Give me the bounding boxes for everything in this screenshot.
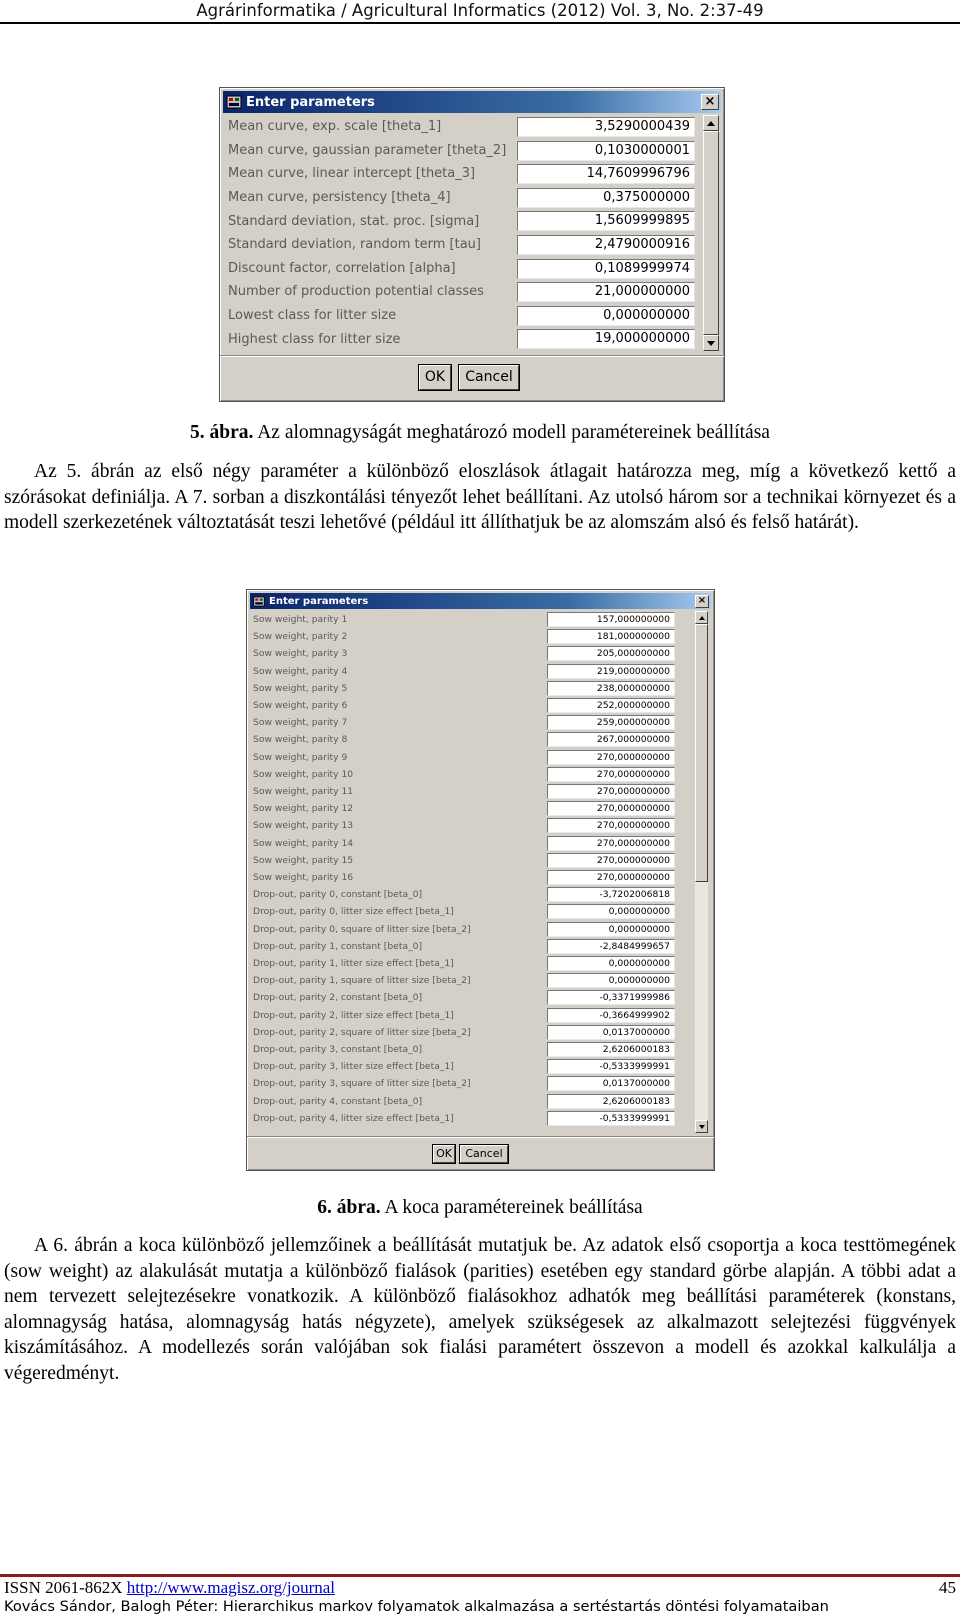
parameter-value-field[interactable]: 0,375000000 xyxy=(517,188,695,208)
parameter-value-field[interactable]: -0,3371999986 xyxy=(547,990,675,1005)
parameter-row xyxy=(250,628,693,645)
parameter-label: Drop-out, parity 1, square of litter size [beta_2] xyxy=(253,975,471,987)
arrow-down-icon xyxy=(699,1125,705,1129)
page-number: 45 xyxy=(939,1578,956,1597)
parameter-label: Sow weight, parity 9 xyxy=(253,751,348,763)
vertical-scrollbar[interactable] xyxy=(695,611,708,1133)
close-button[interactable]: × xyxy=(695,595,709,608)
dialog-title-bar[interactable] xyxy=(223,91,721,113)
parameter-value-field[interactable]: -2,8484999657 xyxy=(547,939,675,954)
parameter-row xyxy=(250,1024,693,1041)
parameter-row xyxy=(250,714,693,731)
enter-parameters-dialog-model xyxy=(219,87,725,402)
parameter-row xyxy=(223,186,701,210)
parameter-label: Mean curve, linear intercept [theta_3] xyxy=(228,166,476,182)
parameter-label: Sow weight, parity 13 xyxy=(253,820,354,832)
parameter-row xyxy=(250,955,693,972)
app-icon xyxy=(226,95,242,109)
parameter-row xyxy=(250,886,693,903)
parameter-list xyxy=(250,611,693,1133)
parameter-value-field[interactable]: 181,000000000 xyxy=(547,629,675,644)
parameter-value-field[interactable]: 0,000000000 xyxy=(547,904,675,919)
parameter-value-field[interactable]: 2,4790000916 xyxy=(517,235,695,255)
parameter-value-field[interactable]: 270,000000000 xyxy=(547,767,675,782)
header-rule xyxy=(0,22,960,24)
parameter-label: Sow weight, parity 4 xyxy=(253,665,348,677)
parameter-row xyxy=(250,731,693,748)
issn: ISSN 2061-862X xyxy=(4,1578,123,1597)
parameter-row xyxy=(250,1007,693,1024)
parameter-label: Highest class for litter size xyxy=(228,331,401,347)
parameter-label: Drop-out, parity 1, litter size effect [beta_1] xyxy=(253,958,454,970)
parameter-value-field[interactable]: 0,0137000000 xyxy=(547,1076,675,1091)
parameter-row xyxy=(223,327,701,351)
parameter-row xyxy=(250,852,693,869)
parameter-row xyxy=(250,800,693,817)
parameter-label: Sow weight, parity 7 xyxy=(253,717,348,729)
parameter-value-field[interactable]: 19,000000000 xyxy=(517,329,695,349)
parameter-label: Sow weight, parity 11 xyxy=(253,786,354,798)
parameter-label: Drop-out, parity 4, constant [beta_0] xyxy=(253,1095,423,1107)
parameter-row xyxy=(250,1041,693,1058)
parameter-label: Mean curve, gaussian parameter [theta_2] xyxy=(228,142,507,158)
parameter-row xyxy=(250,645,693,662)
scroll-down-button[interactable] xyxy=(703,335,719,351)
ok-button[interactable]: OK xyxy=(433,1145,455,1163)
parameter-value-field[interactable]: 2,6206000183 xyxy=(547,1094,675,1109)
parameter-value-field[interactable]: 270,000000000 xyxy=(547,750,675,765)
parameter-value-field[interactable]: 14,7609996796 xyxy=(517,164,695,184)
parameter-label: Number of production potential classes xyxy=(228,284,484,300)
parameter-value-field[interactable]: 270,000000000 xyxy=(547,836,675,851)
parameter-label: Sow weight, parity 2 xyxy=(253,631,348,643)
running-header: Agrárinformatika / Agricultural Informatics (2012) Vol. 3, No. 2:37-49 xyxy=(196,1,764,20)
parameter-row xyxy=(223,257,701,281)
app-icon xyxy=(253,596,265,607)
paragraph-2: A 6. ábrán a koca különböző jellemzőinek a beállítását mutatjuk be. Az adatok első csoportja a koca testtömegének (sow weight) az alakulását mutatja a különböző fialások (parities) esetében egy standard görbe alapján. A többi adat a nem tervezett selejtezésekre vonatkozik. A különböző fialásokhoz adhatók meg beállítási paraméterek (konstans, alomnagyság hatása, alomnagyság hatás négyzete), amelyek szükségesek az alkalmazott selejtezési függvények kiszámításához. A modellezés során valójában sok fialási paramétert összevon a modell és azokkal kalkulálja a végeredményt. xyxy=(4,1235,956,1384)
scroll-up-button[interactable] xyxy=(703,115,719,131)
parameter-row xyxy=(250,1110,693,1127)
parameter-row xyxy=(250,663,693,680)
parameter-row xyxy=(250,766,693,783)
vertical-scrollbar[interactable] xyxy=(703,115,719,351)
parameter-row xyxy=(250,921,693,938)
parameter-value-field[interactable]: 3,5290000439 xyxy=(517,117,695,137)
parameter-label: Sow weight, parity 16 xyxy=(253,872,354,884)
parameter-value-field[interactable]: 1,5609999895 xyxy=(517,211,695,231)
parameter-label: Sow weight, parity 15 xyxy=(253,854,354,866)
parameter-value-field[interactable]: 0,0137000000 xyxy=(547,1025,675,1040)
parameter-label: Sow weight, parity 12 xyxy=(253,803,354,815)
parameter-label: Sow weight, parity 10 xyxy=(253,768,354,780)
dialog-title-bar[interactable] xyxy=(250,593,711,609)
parameter-row xyxy=(250,611,693,628)
parameter-row xyxy=(223,304,701,328)
parameter-value-field[interactable]: 219,000000000 xyxy=(547,664,675,679)
parameter-row xyxy=(250,989,693,1006)
parameter-value-field[interactable]: 270,000000000 xyxy=(547,818,675,833)
arrow-up-icon xyxy=(707,121,715,126)
parameter-value-field[interactable]: -3,7202006818 xyxy=(547,887,675,902)
parameter-label: Lowest class for litter size xyxy=(228,308,397,324)
parameter-value-field[interactable]: 267,000000000 xyxy=(547,732,675,747)
dialog-title: Enter parameters xyxy=(269,595,369,607)
cancel-button[interactable]: Cancel xyxy=(460,1145,508,1163)
parameter-label: Mean curve, persistency [theta_4] xyxy=(228,190,451,206)
parameter-label: Drop-out, parity 2, constant [beta_0] xyxy=(253,992,423,1004)
scroll-down-button[interactable] xyxy=(695,1120,708,1133)
parameter-row xyxy=(250,869,693,886)
figure-6-caption xyxy=(0,1195,960,1221)
parameter-row xyxy=(223,162,701,186)
parameter-label: Standard deviation, random term [tau] xyxy=(228,237,481,253)
close-button[interactable]: × xyxy=(701,94,719,110)
parameter-label: Sow weight, parity 6 xyxy=(253,700,348,712)
parameter-row xyxy=(250,783,693,800)
parameter-label: Drop-out, parity 0, square of litter size [beta_2] xyxy=(253,923,471,935)
parameter-label: Drop-out, parity 0, litter size effect [beta_1] xyxy=(253,906,454,918)
parameter-row xyxy=(223,233,701,257)
parameter-label: Drop-out, parity 3, litter size effect [beta_1] xyxy=(253,1061,454,1073)
parameter-row xyxy=(250,1075,693,1092)
arrow-up-icon xyxy=(699,616,705,620)
parameter-row xyxy=(223,209,701,233)
enter-parameters-dialog-sow xyxy=(246,589,715,1171)
footer-rule xyxy=(0,1574,960,1577)
parameter-label: Sow weight, parity 5 xyxy=(253,682,348,694)
footer-authors: Kovács Sándor, Balogh Péter: Hierarchikus markov folyamatok alkalmazása a sertéstartás döntési folyamataiban xyxy=(4,1598,829,1615)
parameter-value-field[interactable]: 238,000000000 xyxy=(547,681,675,696)
parameter-value-field[interactable]: 259,000000000 xyxy=(547,715,675,730)
ok-button[interactable]: OK xyxy=(419,365,451,390)
parameter-label: Drop-out, parity 2, litter size effect [beta_1] xyxy=(253,1009,454,1021)
parameter-row xyxy=(250,938,693,955)
figure-6-number: 6. ábra. xyxy=(317,1197,381,1218)
parameter-value-field[interactable]: 2,6206000183 xyxy=(547,1042,675,1057)
parameter-value-field[interactable]: 0,000000000 xyxy=(517,306,695,326)
parameter-row xyxy=(250,697,693,714)
footer-line xyxy=(4,1578,956,1598)
journal-link[interactable]: http://www.magisz.org/journal xyxy=(126,1578,336,1597)
parameter-value-field[interactable]: 270,000000000 xyxy=(547,870,675,885)
parameter-row xyxy=(223,280,701,304)
parameter-row xyxy=(250,972,693,989)
parameter-value-field[interactable]: 157,000000000 xyxy=(547,612,675,627)
parameter-label: Sow weight, parity 3 xyxy=(253,648,348,660)
parameter-row xyxy=(250,749,693,766)
parameter-label: Sow weight, parity 1 xyxy=(253,614,348,626)
parameter-value-field[interactable]: 0,000000000 xyxy=(547,956,675,971)
parameter-row xyxy=(223,139,701,163)
parameter-value-field[interactable]: -0,3664999902 xyxy=(547,1008,675,1023)
parameter-value-field[interactable]: 270,000000000 xyxy=(547,801,675,816)
parameter-value-field[interactable]: -0,5333999991 xyxy=(547,1059,675,1074)
parameter-value-field[interactable]: -0,5333999991 xyxy=(547,1111,675,1126)
parameter-label: Standard deviation, stat. proc. [sigma] xyxy=(228,213,480,229)
parameter-value-field[interactable]: 0,000000000 xyxy=(547,973,675,988)
parameter-value-field[interactable]: 270,000000000 xyxy=(547,784,675,799)
parameter-row xyxy=(250,903,693,920)
parameter-row xyxy=(250,1058,693,1075)
figure-5-caption-text: Az alomnagyságát meghatározó modell paramétereinek beállítása xyxy=(253,422,770,443)
figure-5-number: 5. ábra. xyxy=(190,422,254,443)
parameter-label: Drop-out, parity 4, litter size effect [beta_1] xyxy=(253,1112,454,1124)
parameter-row xyxy=(223,115,701,139)
parameter-label: Drop-out, parity 3, constant [beta_0] xyxy=(253,1044,423,1056)
parameter-label: Drop-out, parity 0, constant [beta_0] xyxy=(253,889,423,901)
parameter-value-field[interactable]: 21,000000000 xyxy=(517,282,695,302)
parameter-row xyxy=(250,680,693,697)
parameter-row xyxy=(250,1093,693,1110)
parameter-label: Drop-out, parity 1, constant [beta_0] xyxy=(253,940,423,952)
parameter-label: Sow weight, parity 8 xyxy=(253,734,348,746)
dialog-title: Enter parameters xyxy=(246,94,375,110)
parameter-value-field[interactable]: 205,000000000 xyxy=(547,646,675,661)
parameter-label: Mean curve, exp. scale [theta_1] xyxy=(228,119,442,135)
parameter-list xyxy=(223,115,701,351)
scroll-thumb[interactable] xyxy=(703,131,719,335)
parameter-row xyxy=(250,817,693,834)
parameter-value-field[interactable]: 270,000000000 xyxy=(547,853,675,868)
parameter-label: Drop-out, parity 3, square of litter size [beta_2] xyxy=(253,1078,471,1090)
figure-6-caption-text: A koca paramétereinek beállítása xyxy=(380,1197,643,1218)
paragraph-1: Az 5. ábrán az első négy paraméter a különböző eloszlások átlagait határozza meg, míg a következő kettő a szórásokat definiálja. A 7. sorban a diszkontálási tényezőt lehet beállítani. Az utolsó három sor a technikai környezet és a modell szerkezetének változtatását teszi lehetővé (például itt állíthatjuk be az alomszám alsó és felső határát). xyxy=(4,461,956,534)
scroll-up-button[interactable] xyxy=(695,611,708,624)
parameter-label: Sow weight, parity 14 xyxy=(253,837,354,849)
parameter-row xyxy=(250,835,693,852)
button-bar xyxy=(220,356,724,401)
parameter-label: Drop-out, parity 2, square of litter size [beta_2] xyxy=(253,1026,471,1038)
parameter-label: Discount factor, correlation [alpha] xyxy=(228,260,456,276)
arrow-down-icon xyxy=(707,341,715,346)
parameter-value-field[interactable]: 0,1089999974 xyxy=(517,259,695,279)
scroll-thumb[interactable] xyxy=(695,624,708,882)
cancel-button[interactable]: Cancel xyxy=(459,365,519,390)
parameter-value-field[interactable]: 0,1030000001 xyxy=(517,141,695,161)
parameter-value-field[interactable]: 0,000000000 xyxy=(547,922,675,937)
button-bar xyxy=(247,1137,714,1170)
parameter-value-field[interactable]: 252,000000000 xyxy=(547,698,675,713)
figure-5-caption xyxy=(0,420,960,446)
